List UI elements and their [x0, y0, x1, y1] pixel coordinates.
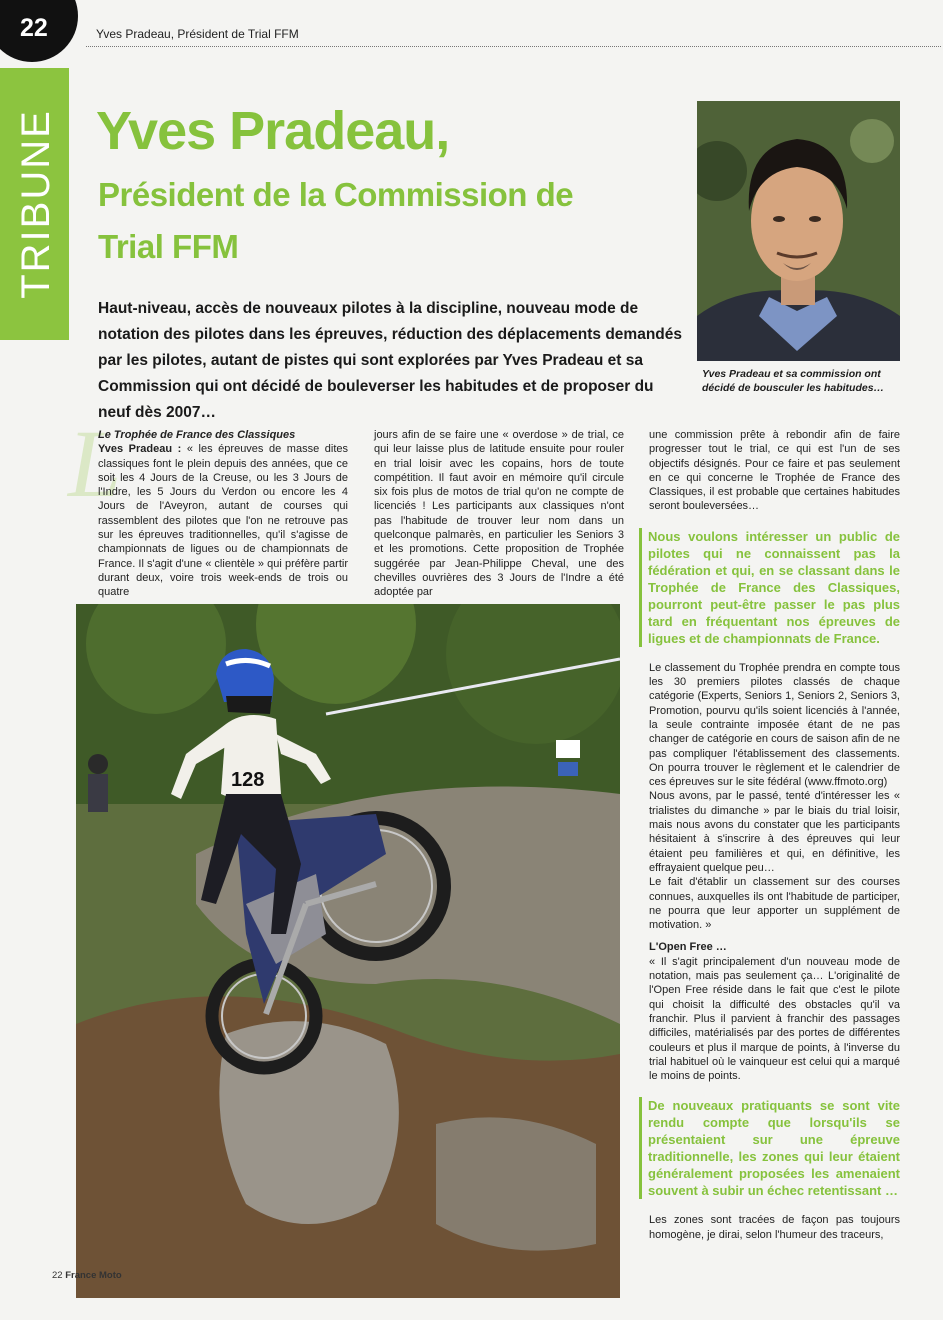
header-rule — [86, 46, 941, 47]
portrait-illustration — [697, 101, 900, 361]
article-title-line-3: Trial FFM — [98, 228, 239, 265]
article-title-line-1: Yves Pradeau, — [96, 101, 450, 161]
footer-folio — [52, 1270, 122, 1281]
footer-magazine-name: France Moto — [65, 1270, 122, 1281]
trial-action-photo — [76, 604, 620, 1298]
trial-photo-illustration — [76, 604, 620, 1298]
column-1-text: « les épreuves de masse dites classiques font le plein depuis des années, que ce soit les 4 Jours de la Creuse, ou les 3 Jours de l'Indre, les 5 Jours du Verdon ou encore les 4 Jours de l'Aveyron, autant de courses qui rassemblent des pilotes que l'on ne retrouve pas sur les épreuves traditionnelles, qu'il s'agisse de championnats de ligues ou de championnats de France. Il s'agit d'une « clientèle » qui préfère partir durant deux, voire trois week-ends de trois ou quatre — [98, 443, 348, 599]
column-3-paragraph-4: Le fait d'établir un classement sur des courses connues, auxquelles ils ont l'habitude de participer, ne pourra que leur apporter un supplément de motivation. » — [649, 876, 900, 932]
portrait-caption: Yves Pradeau et sa commission ont décidé de bousculer les habitudes… — [702, 368, 885, 394]
article-column-3 — [649, 428, 900, 1242]
column-3-intro: une commission prête à rebondir afin de faire progresser tout le trial, ce qui est l'un de ses objectifs désignés. Pour ce faire et pas seulement en ce qui concerne le Trophée de France des Classiques, il est probable que certaines habitudes seront bouleversées… — [649, 429, 900, 513]
section-heading: Le Trophée de France des Classiques — [98, 429, 296, 441]
rider-number: 128 — [231, 769, 265, 791]
section-label: TRIBUNE — [14, 109, 58, 299]
column-2-paragraph: jours afin de se faire une « overdose » de trial, ce qui leur laisse plus de latitude ensuite pour rouler en trial loisir avec les copains, hors de toute compétition. Il faut avoir en mémoire qu'il circule six fois plus de motos de trial qu'on ne compte de licenciés ! Les participants aux classiques n'ont pas l'habitude de trouver leur nom dans un quelconque palmarès, en particulier les Seniors 3 et les promotions. Cette proposition de Trophée suggérée par Jean-Philippe Cheval, une des chevilles ouvrières des 3 Jours de l'Indre a été adoptée par — [374, 429, 624, 599]
speaker-name: Yves Pradeau : — [98, 443, 182, 456]
article-column-1 — [98, 428, 348, 600]
article-title-line-2: Président de la Commission de — [98, 176, 574, 213]
column-1-paragraph — [98, 442, 348, 599]
column-3-paragraph-5: « Il s'agit principalement d'un nouveau mode de notation, mais pas seulement ça… L'originalité de l'Open Free réside dans le fait que c'est le pilote qui choisit la difficulté des obstacles qu'il va franchir. Plus il parvient à franchir des passages difficiles, matérialisés par des portes de différentes couleurs et plus il marque de points, à l'inverse du trial habituel où le vainqueur est celui qui a marqué le moins de points. — [649, 955, 900, 1083]
footer-page-number: 22 — [52, 1270, 63, 1281]
page-number: 22 — [20, 14, 48, 42]
column-3-paragraph-2: Le classement du Trophée prendra en compte tous les 30 premiers pilotes classés de chaque catégorie (Experts, Seniors 1, Seniors 2, Seniors 3, Promotion, pourvu qu'ils soient licenciés à l'année, la seule contrainte imposée étant de ne pas changer de catégorie en cours de saison afin de ne pas compliquer l'établissement des classements. On pourra trouver le règlement et le calendrier de ces épreuves sur le site fédéral (www.ffmoto.org) — [649, 661, 900, 789]
page-number-badge — [0, 0, 78, 62]
section-heading-open-free: L'Open Free … — [649, 941, 727, 954]
lead-paragraph: Haut-niveau, accès de nouveaux pilotes à la discipline, nouveau mode de notation des pilotes dans les épreuves, réduction des déplacements demandés par les pilotes, autant de pistes qui sont explorées par Yves Pradeau et sa Commission qui ont décidé de bouleverser les habitudes et de proposer du neuf dès 2007… — [98, 300, 683, 421]
pull-quote-1: Nous voulons intéresser un public de pilotes qui ne connaissent pas la fédération et qui, en se classant dans le Trophée de France des Classiques, pourront peut-être passer le pas plus tard en fréquentant nos épreuves de ligues et de championnats de France. — [639, 528, 900, 647]
pull-quote-2: De nouveaux pratiquants se sont vite rendu compte que lorsqu'ils se présentaient sur une épreuve traditionnelle, les zones qui leur étaient généralement proposées les amenaient souvent à subir un échec retentissant … — [639, 1097, 900, 1199]
portrait-photo — [697, 101, 900, 361]
running-header: Yves Pradeau, Président de Trial FFM — [96, 27, 299, 41]
decorative-initial: L — [68, 410, 122, 517]
column-3-paragraph-3: Nous avons, par le passé, tenté d'intéresser les « trialistes du dimanche » par le biais du trial loisir, mais nous avons du constater que les participants hésitaient à s'inscrire à des épreuves qui leur étaient peu familières et qui, en définitive, les effrayaient quelque peu… — [649, 790, 900, 874]
column-3-paragraph-6: Les zones sont tracées de façon pas toujours homogène, je dirai, selon l'humeur des traceurs, — [649, 1214, 900, 1241]
article-column-2 — [374, 428, 624, 600]
